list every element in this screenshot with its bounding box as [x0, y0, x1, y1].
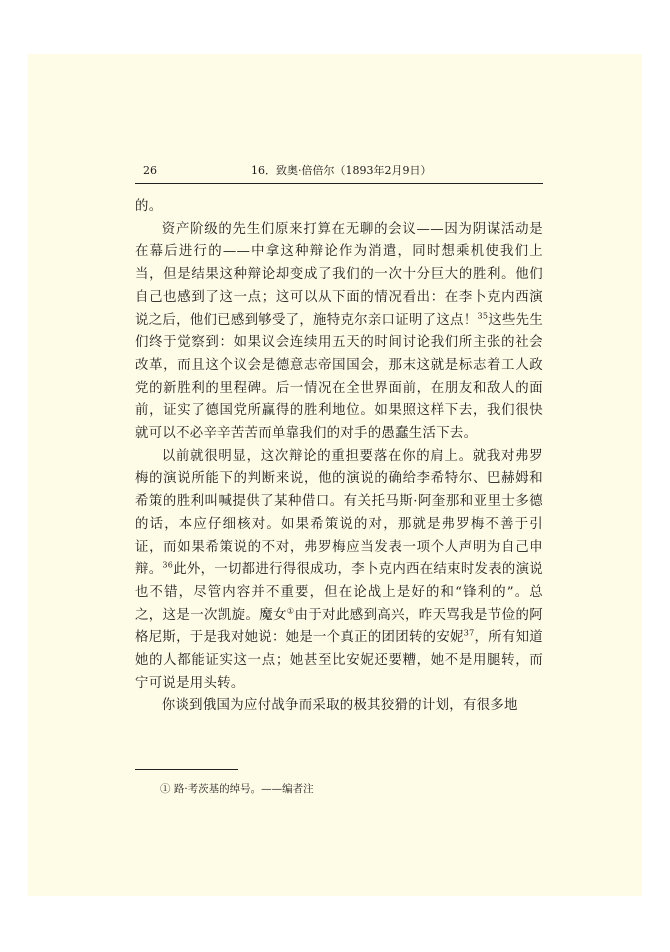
footnote-marker: ①	[286, 606, 295, 616]
paragraph-russia: 你谈到俄国为应付战争而采取的极其狡猾的计划，有很多地	[161, 698, 518, 714]
running-header	[135, 163, 543, 184]
running-title: 16．致奥·倍倍尔（1893年2月9日）	[251, 164, 432, 177]
footnote: ① 路·考茨基的绰号。——编者注	[160, 783, 314, 795]
footnote-divider	[135, 769, 238, 770]
paragraph-text: 资产阶级的先生们原来打算在无聊的会议——因为阴谋活动是在幕后进行的——中拿这种辩论作为消遣，同时想乘机使我们上当，但是结果这种辩论却变成了我们的一次十分巨大的胜利。他们自己也感到了这一点；这可以从下面的情况看出：在李卜克内西演说之后，他们已感到够受了，施特克尔亲口证明了这点！	[135, 221, 543, 328]
paragraph-text: 以前就很明显，这次辩论的重担要落在你的肩上。就我对弗罗梅的演说所能下的判断来说，他的演说的确给李希特尔、巴赫姆和希策的胜利叫喊提供了某种借口。有关托马斯·阿奎那和亚里士多德的话，本应仔细核对。如果希策说的对，那就是弗罗梅不善于引证，而如果希策说的不对，弗罗梅应当发表一项个人声明为自己申辩。	[135, 448, 543, 578]
reference-mark-37: 37	[463, 628, 475, 638]
page-number: 26	[143, 164, 157, 177]
paragraph-text: 这些先生们终于觉察到：如果议会连续用五天的时间讨论我们所主张的社会改革，而且这个议会是德意志帝国国会，那末这就是标志着工人政党的新胜利的里程碑。后一情况在全世界面前，在朋友和敌人的面前，证实了德国党所赢得的胜利地位。如果照这样下去，我们很快就可以不必辛辛苦苦而单靠我们的对手的愚蠢生活下去。	[135, 312, 544, 442]
paragraph-burden	[135, 446, 543, 696]
reference-mark-36: 36	[162, 560, 174, 570]
paragraph-text: 此外，一切都进行得很成功，李卜克内西在结束时发表的演说也不错，尽管内容并不重要，但在论战上是好的和“锋利的”。总之，这是一次凯旋。魔女	[135, 562, 543, 623]
reference-mark-35: 35	[477, 311, 489, 321]
letter-body	[135, 196, 543, 718]
paragraph-continuation: 的。	[135, 199, 163, 214]
paragraph-text: ，所有知道她的人都能证实这一点；她甚至比安妮还要糟，她不是用腿转，而宁可说是用头转。	[135, 630, 544, 691]
paragraph-debate-victory	[135, 219, 543, 446]
paragraph-text: 由于对此感到高兴，昨天骂我是节俭的阿格尼斯，于是我对她说：她是一个真正的团团转的安妮	[135, 607, 543, 646]
